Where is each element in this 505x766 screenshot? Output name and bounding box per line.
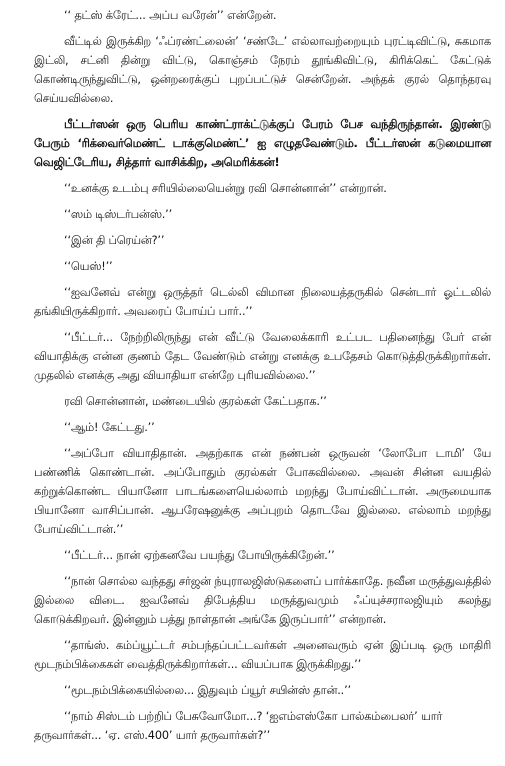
paragraph-7: ‘‘யெஸ்!’’ bbox=[64, 260, 113, 273]
paragraph-14: ‘‘நான் சொல்ல வந்தது சர்ஜன் ந்யுராலஜிஸ்டுகளைப் பார்க்காதே. நவீன மருத்துவத்தில் இல்லை விடை. ஐவனேவ் திபேத்திய மருத்துவமும் ஃப்யுச்சராலஜியும் கலந்து கொடுக்கிறவர். இன்னும் பத்து நாள்தான் அங்கே இருப்பார்’’ என்றான். bbox=[34, 575, 491, 626]
paragraph-16: ‘‘மூடநம்பிக்கையில்லை... இதுவும் ப்யூர் சயின்ஸ் தான்..’’ bbox=[64, 684, 351, 697]
paragraph-3: பீட்டர்ஸன் ஒரு பெரிய காண்ட்ராக்ட்டுக்குப் பேரம் பேச வந்திருந்தான். இரண்டு பேரும் ‘ரிக்வைர்மெண்ட் டாக்குமெண்ட்’ ஐ எழுதவேண்டும். பீட்டர்ஸன் கடுமையான வெஜிட்டேரிய, சித்தார் வாசிக்கிற, அமெரிக்கன்! bbox=[34, 118, 491, 169]
paragraph-12: ‘‘அப்போ வியாதிதான். அதற்காக என் நண்பன் ஒருவன் ‘லோபோ டாமி’ யே பண்ணிக் கொண்டான். அப்போதும் குரல்கள் போகவில்லை. அவன் சின்ன வயதில் கற்றுக்கொண்ட பியானோ பாடங்களையெல்லாம் மறந்து போய்விட்டான். அருமையாக பியானோ வாசிப்பான். ஆபரேஷனுக்கு அப்புறம் தொடவே இல்லை. எல்லாம் மறந்து போய்விட்டான்.’’ bbox=[34, 447, 491, 536]
paragraph-6: ‘‘இன் தி ப்ரெய்ன்?’’ bbox=[64, 234, 165, 247]
paragraph-4: ‘‘உனக்கு உடம்பு சரியில்லையென்று ரவி சொன்னான்’’ என்றான். bbox=[64, 182, 387, 195]
paragraph-13: ‘‘பீட்டர்... நான் ஏற்கனவே பயந்து போயிருக்கிறேன்.’’ bbox=[64, 549, 335, 562]
paragraph-8: ‘‘ஐவனேவ் என்று ஒருத்தர் டெல்லி விமான நிலையத்தருகில் சென்டார் ஓட்டலில் தங்கியிருக்கிறார். அவரைப் போய்ப் பார்..’’ bbox=[34, 286, 491, 318]
paragraph-11: ‘‘ஆம்! கேட்டது.’’ bbox=[64, 421, 155, 434]
paragraph-1: ‘‘ தட்ஸ் க்ரேட்... அப்ப வரேன்’’ என்றேன். bbox=[64, 9, 277, 22]
paragraph-5: ‘‘ஸம் டிஸ்டர்பன்ஸ்.’’ bbox=[64, 208, 173, 221]
paragraph-10: ரவி சொன்னான், மண்டையில் குரல்கள் கேட்பதாக.’’ bbox=[64, 395, 327, 408]
paragraph-17: ‘‘நாம் சிஸ்டம் பற்றிப் பேசுவோமோ...? ‘ஐஎம்எஸ்கோ பால்கம்பைலர்’ யார் தருவார்கள்... ‘ஏ. எஸ்.400’ யார் தருவார்கள்?’’ bbox=[34, 710, 443, 742]
paragraph-15: ‘‘தாங்ஸ். கம்ப்யூட்டர் சம்பந்தப்பட்டவர்கள் அனைவரும் ஏன் இப்படி ஒரு மாதிரி மூடநம்பிக்கைகள் வைத்திருக்கிறார்கள்... வியப்பாக இருக்கிறது.’’ bbox=[34, 639, 491, 671]
paragraph-9: ‘‘பீட்டர்... நேற்றிலிருந்து என் வீட்டு வேலைக்காரி உட்பட பதினைந்து பேர் என் வியாதிக்கு என்ன குணம் தேட வேண்டும் என்று எனக்கு உபதேசம் கொடுத்திருக்கிறார்கள். முதலில் எனக்கு அது வியாதியா என்றே புரியவில்லை.’’ bbox=[34, 331, 491, 382]
paragraph-2: வீட்டில் இருக்கிற ‘ஃப்ரண்ட்லைன்’ ‘சண்டே’ எல்லாவற்றையும் புரட்டிவிட்டு, சுகமாக இட்லி, சட்னி தின்று விட்டு, கொஞ்சம் நேரம் தூங்கிவிட்டு, கிரிக்கெட் கேட்டுக் கொண்டிருந்துவிட்டு, ஒன்றரைக்குப் புறப்பட்டுச் சென்றேன். அந்தக் குரல் தொந்தரவு செய்யவில்லை. bbox=[34, 35, 491, 105]
